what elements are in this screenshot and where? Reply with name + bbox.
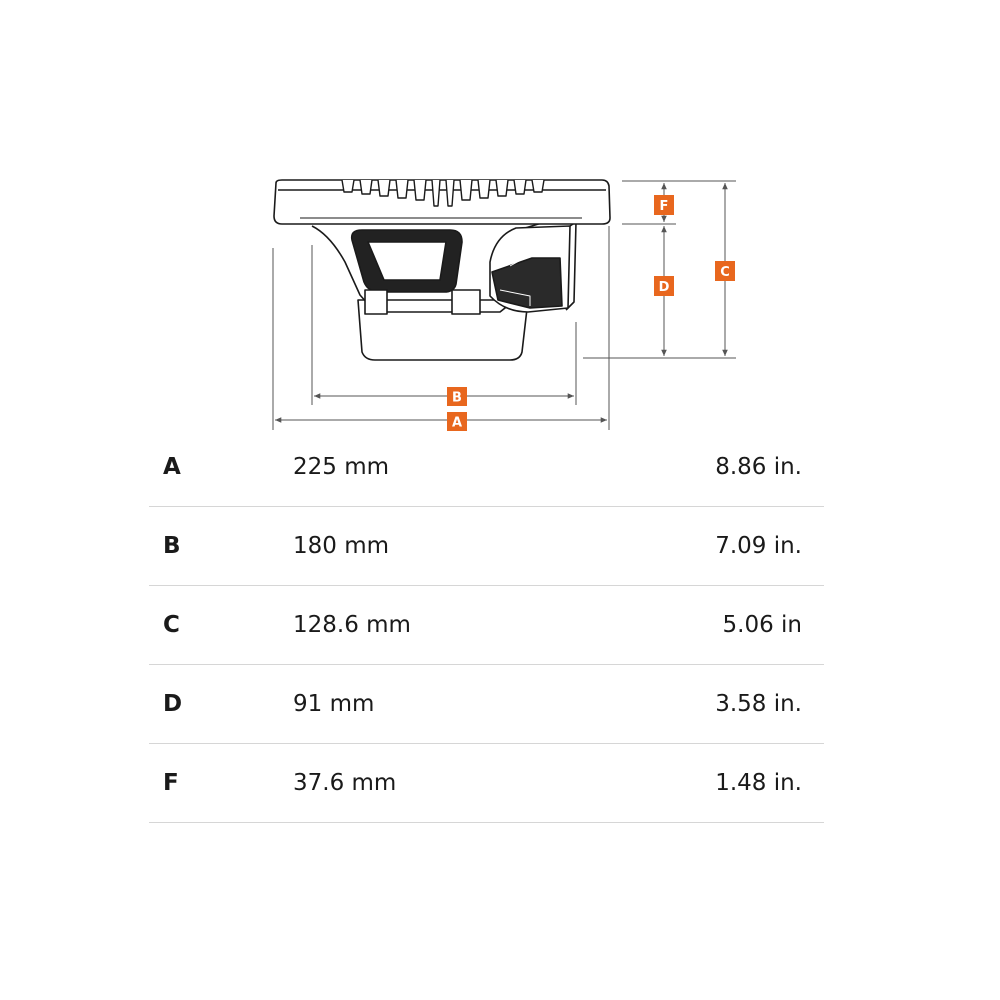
spec-metric-value: 128.6 mm bbox=[293, 612, 411, 638]
speaker-profile bbox=[274, 180, 610, 360]
dimension-label-b bbox=[447, 387, 467, 406]
spec-letter: D bbox=[163, 691, 183, 717]
spec-row-d bbox=[149, 665, 824, 744]
spec-row-a bbox=[149, 428, 824, 507]
dimension-label-c bbox=[715, 261, 735, 281]
spec-imperial-value: 3.58 in. bbox=[715, 691, 802, 717]
spec-metric-value: 225 mm bbox=[293, 454, 390, 480]
spec-row-f bbox=[149, 744, 824, 823]
dimension-label-f bbox=[654, 195, 674, 215]
spec-row-b bbox=[149, 507, 824, 586]
svg-text:D: D bbox=[658, 280, 670, 295]
svg-text:F: F bbox=[659, 199, 669, 214]
dimension-label-d bbox=[654, 276, 674, 296]
spec-metric-value: 180 mm bbox=[293, 533, 390, 559]
spec-metric-value: 91 mm bbox=[293, 691, 375, 717]
spec-letter: B bbox=[163, 533, 181, 559]
spec-metric-value: 37.6 mm bbox=[293, 770, 397, 796]
svg-text:A: A bbox=[451, 415, 463, 431]
spec-imperial-value: 1.48 in. bbox=[715, 770, 802, 796]
spec-letter: C bbox=[163, 612, 180, 638]
spec-letter: A bbox=[163, 454, 181, 480]
spec-row-c bbox=[149, 586, 824, 665]
svg-text:C: C bbox=[720, 265, 730, 280]
dimension-spec-table bbox=[149, 428, 824, 823]
spec-imperial-value: 7.09 in. bbox=[715, 533, 802, 559]
spec-imperial-value: 5.06 in bbox=[722, 612, 802, 638]
spec-letter: F bbox=[163, 770, 179, 796]
spec-imperial-value: 8.86 in. bbox=[715, 454, 802, 480]
speaker-dimension-diagram bbox=[0, 0, 1000, 440]
svg-text:B: B bbox=[452, 390, 462, 406]
